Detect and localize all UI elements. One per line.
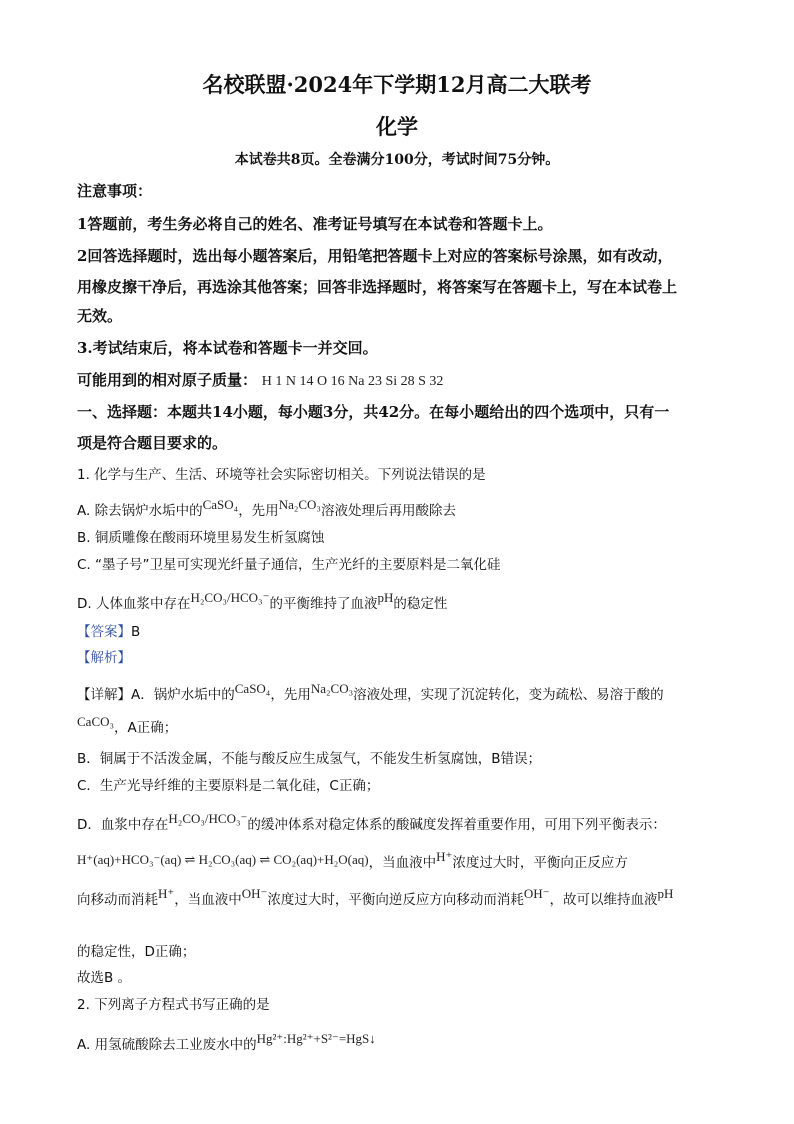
q1-explain-d-line-1 (77, 811, 724, 835)
q1-ex-eq-post1: ，当血液中 (368, 855, 437, 871)
exam-title: 名校联盟·2024年下学期12月高二大联考 (202, 72, 592, 97)
q1-ex-a-formula-na2co3: Na₂CO₃ (310, 681, 354, 696)
q2-a-prefix: A. 用氢硫酸除去工业废水中的 (77, 1037, 257, 1053)
q1-ex-eq-post2: 浓度过大时，平衡向正反应方 (452, 855, 628, 871)
notice-item-1: 1答题前，考生务必将自己的姓名、准考证号填写在本试卷和答题卡上。 (77, 215, 553, 233)
q1-ex-l3-mid2: 浓度过大时，平衡向逆反应方向移动而消耗 (267, 892, 524, 908)
q1-ex-a2-post: ，A正确； (114, 720, 178, 736)
q1-explain-d-line-2 (77, 849, 724, 873)
q1-explain-c: C．生产光导纤维的主要原料是二氧化硅，C正确； (77, 778, 380, 794)
q1-ex-l3-formula-oh: OH⁻ (241, 886, 268, 901)
section-1-line-1: 一、选择题：本题共14小题，每小题3分，共42分。在每小题给出的四个选项中，只有一 (77, 403, 670, 421)
section-1-line-2: 项是符合题目要求的。 (77, 434, 228, 452)
exam-info: 本试卷共8页。全卷满分100分，考试时间75分钟。 (234, 152, 560, 168)
q1-a-prefix: A. 除去锅炉水垢中的 (77, 503, 203, 519)
q1-explain-a-line-2 (77, 714, 724, 738)
q1-ex-a-mid: ，先用 (270, 687, 311, 703)
q1-a-formula-caso4: CaSO₄ (202, 497, 239, 512)
q1-answer: B (131, 624, 141, 640)
q2-stem: 2. 下列离子方程式书写正确的是 (77, 997, 270, 1013)
q1-a-post: 溶液处理后再用酸除去 (320, 503, 456, 519)
q1-d-post: 的稳定性 (393, 596, 448, 612)
notice-heading: 注意事项： (77, 182, 153, 200)
q1-d-formula-ph: pH (377, 590, 394, 605)
q1-d-mid: 的平衡维持了血液 (269, 596, 378, 612)
q1-explain-b: B．铜属于不活泼金属，不能与酸反应生成氢气，不能发生析氢腐蚀，B错误； (77, 751, 542, 767)
q1-ex-l3-formula-oh-2: OH⁻ (523, 886, 550, 901)
q1-option-b: B. 铜质雕像在酸雨环境里易发生析氢腐蚀 (77, 530, 325, 546)
q1-answer-line (77, 621, 724, 642)
detail-tag: 【详解】 (77, 687, 131, 703)
q1-option-d (77, 590, 724, 614)
q1-ex-d-formula-buffer: H₂CO₃/HCO₃⁻ (168, 811, 248, 826)
notice-item-3: 3.考试结束后，将本试卷和答题卡一并交回。 (77, 339, 378, 357)
q1-ex-l3-formula-ph: pH (657, 886, 674, 901)
q1-a-mid: ，先用 (238, 503, 279, 519)
q1-ex-d-prefix: D．血浆中存在 (77, 817, 169, 833)
q1-equilibrium-equation: H⁺(aq)+HCO₃⁻(aq) ⇌ H₂CO₃(aq) ⇌ CO₂(aq)+H₂O(aq) (77, 852, 369, 867)
q1-ex-d-post: 的缓冲体系对稳定体系的酸碱度发挥着重要作用，可用下列平衡表示： (247, 817, 666, 833)
q1-ex-a-prefix: A．锅炉水垢中的 (131, 687, 235, 703)
q1-d-prefix: D. 人体血浆中存在 (77, 596, 191, 612)
q1-d-formula-buffer: H₂CO₃/HCO₃⁻ (190, 590, 270, 605)
q1-stem: 1. 化学与生产、生活、环境等社会实际密切相关。下列说法错误的是 (77, 467, 486, 483)
q1-explain-d-line-3 (77, 886, 724, 910)
notice-item-2-line-1: 2回答选择题时，选出每小题答案后，用铅笔把答题卡上对应的答案标号涂黑，如有改动， (77, 247, 673, 265)
q1-ex-a-post: 溶液处理，实现了沉淀转化，变为疏松、易溶于酸的 (353, 687, 664, 703)
notice-item-2-line-3: 无效。 (77, 307, 123, 325)
atomic-mass-line (77, 370, 724, 392)
q1-a-formula-na2co3: Na₂CO₃ (278, 497, 321, 512)
q1-ex-l3-prefix: 向移动而消耗 (77, 892, 158, 908)
q1-choose: 故选B 。 (77, 970, 132, 986)
analysis-tag: 【解析】 (77, 650, 131, 666)
q1-option-a (77, 497, 724, 521)
q1-option-c: C. “墨子号”卫星可实现光纤量子通信，生产光纤的主要原料是二氧化硅 (77, 557, 501, 573)
q1-ex-a-formula-caso4: CaSO₄ (234, 681, 271, 696)
q1-ex-eq-formula-h: H⁺ (436, 849, 453, 864)
q1-ex-l3-mid3: ，故可以维持血液 (549, 892, 658, 908)
atomic-mass-values: H 1 N 14 O 16 Na 23 Si 28 S 32 (261, 374, 444, 389)
subject-title: 化学 (376, 114, 418, 139)
q1-explain-a-line-1 (77, 681, 724, 705)
q1-ex-a-formula-caco3: CaCO₃ (77, 714, 115, 729)
notice-item-2-line-2: 用橡皮擦干净后，再选涂其他答案；回答非选择题时，将答案写在答题卡上，写在本试卷上 (77, 278, 678, 296)
q2-a-formula: Hg²⁺:Hg²⁺+S²⁻=HgS↓ (256, 1031, 376, 1046)
q1-ex-l3-mid: ，当血液中 (174, 892, 242, 908)
answer-tag: 【答案】 (77, 624, 131, 640)
q2-option-a (77, 1031, 724, 1055)
q1-explain-d-line-4: 的稳定性，D正确； (77, 944, 196, 960)
atomic-mass-label: 可能用到的相对原子质量： (77, 371, 258, 389)
q1-ex-l3-formula-h: H⁺ (158, 886, 175, 901)
